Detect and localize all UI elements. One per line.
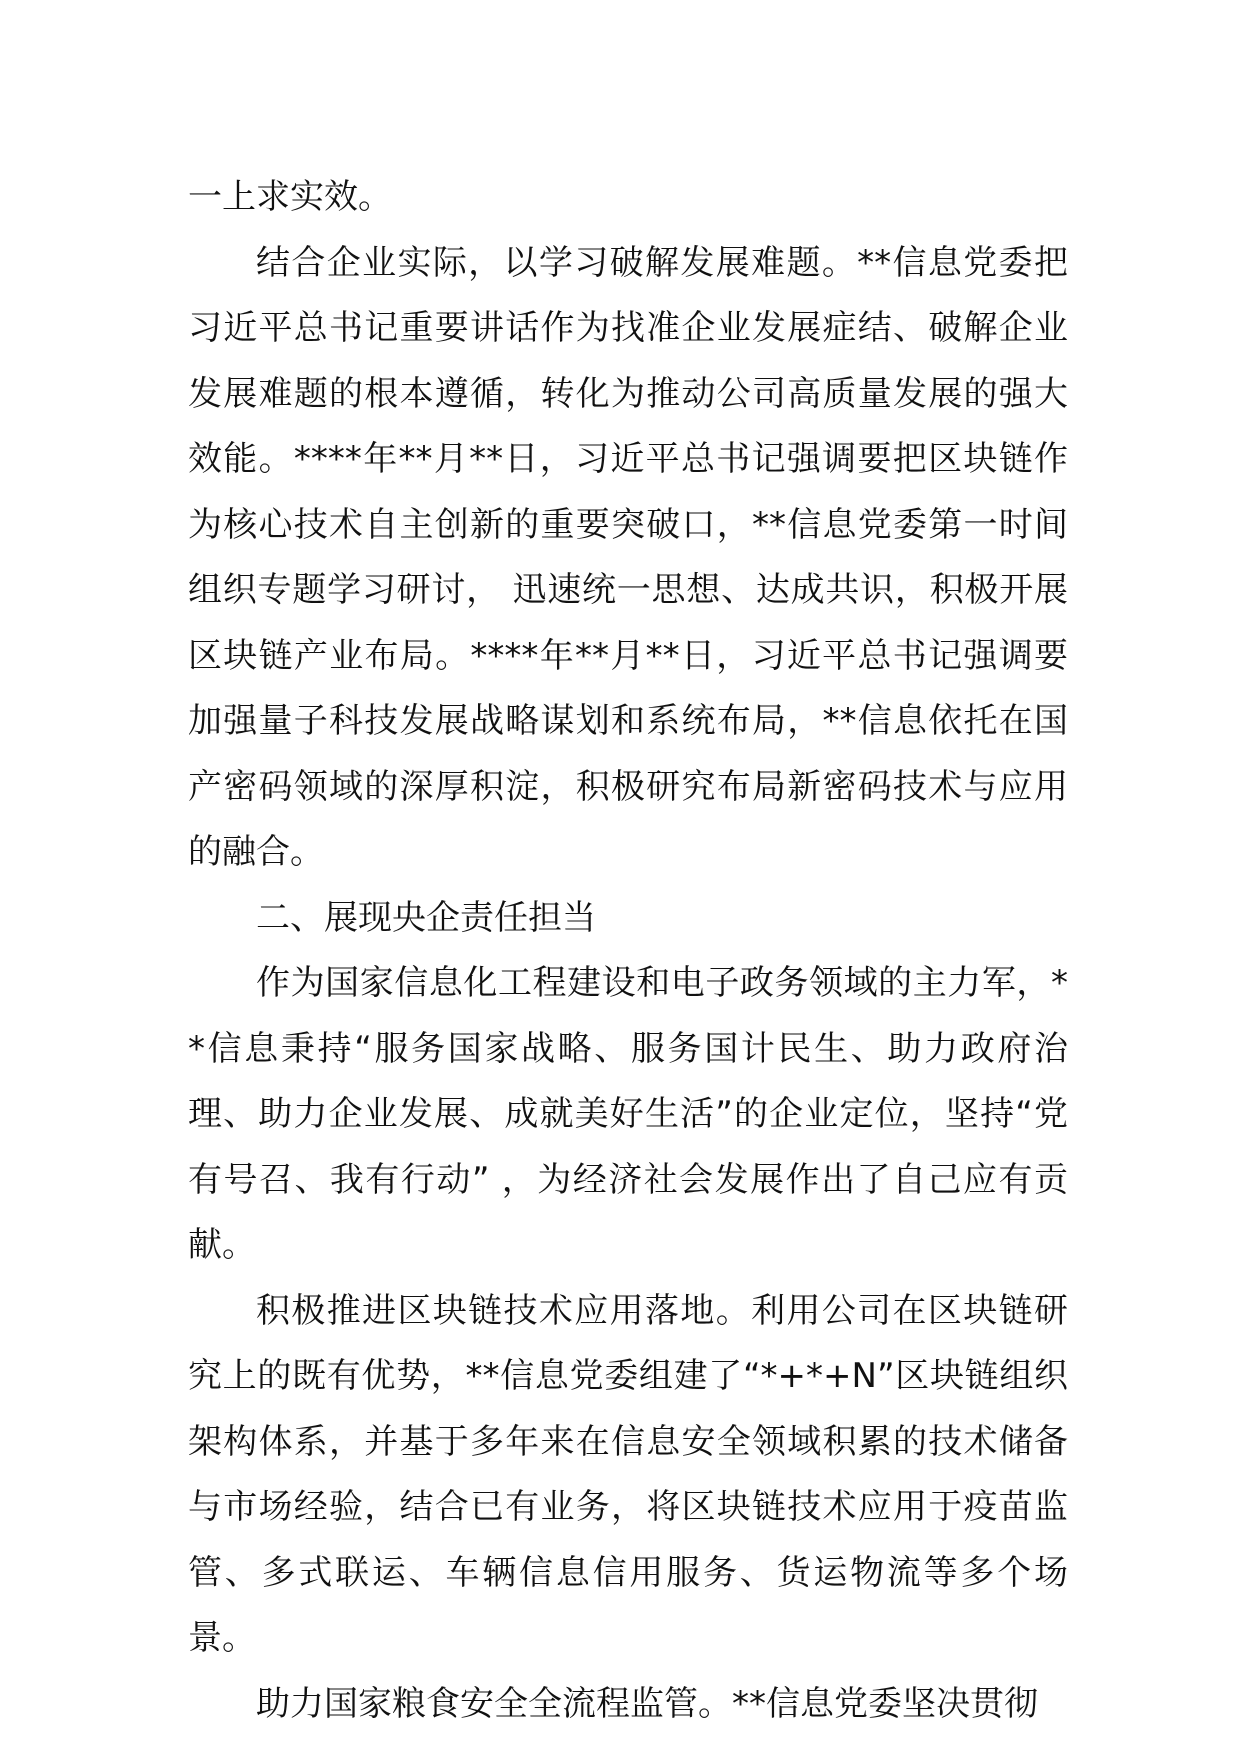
- paragraph-blockchain-application: 积极推进区块链技术应用落地。利用公司在区块链研究上的既有优势，**信息党委组建了“*+*+N”区块链组织架构体系，并基于多年来在信息安全领域积累的技术储备与市场经验，结合已有业务，将区块链技术应用于疫苗监管、多式联运、车辆信息信用服务、货运物流等多个场景。: [188, 1290, 1068, 1658]
- paragraph-continued: 一上求实效。: [188, 177, 392, 217]
- paragraph-blockchain-study: 结合企业实际，以学习破解发展难题。**信息党委把习近平总书记重要讲话作为找准企业发展症结、破解企业发展难题的根本遵循，转化为推动公司高质量发展的强大效能。****年**月**日，习近平总书记强调要把区块链作为核心技术自主创新的重要突破口，**信息党委第一时间组织专题学习研讨， 迅速统一思想、达成共识，积极开展区块链产业布局。****年**月**日，习近平总书记强调要加强量子科技发展战略谋划和系统布局，**信息依托在国产密码领域的深厚积淀，积极研究布局新密码技术与应用的融合。: [188, 242, 1068, 872]
- section-heading: 二、展现央企责任担当: [256, 897, 596, 938]
- paragraph-soe-responsibility: 作为国家信息化工程建设和电子政务领域的主力军，**信息秉持“服务国家战略、服务国计民生、助力政府治理、助力企业发展、成就美好生活”的企业定位，坚持“党有号召、我有行动” ，为经济社会发展作出了自己应有贡献。: [188, 963, 1068, 1265]
- paragraph-grain-security: 助力国家粮食安全全流程监管。**信息党委坚决贯彻: [256, 1683, 1038, 1724]
- document-body: [188, 165, 1068, 1737]
